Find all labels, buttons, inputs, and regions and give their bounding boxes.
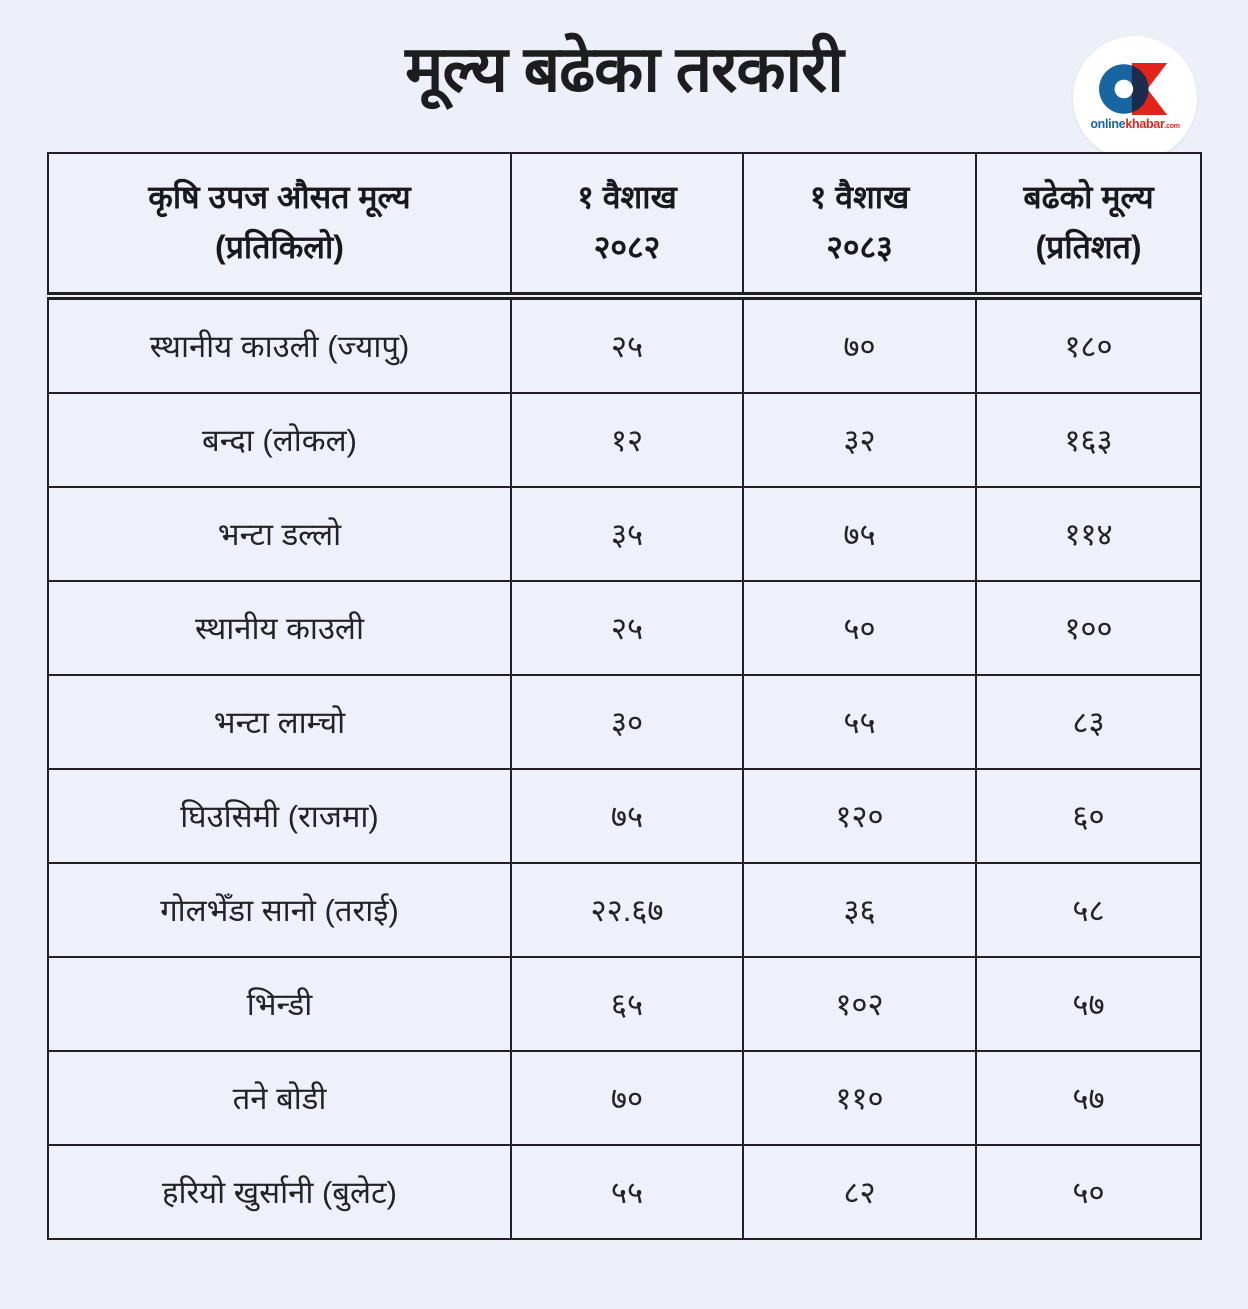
col-header-2082-line1: १ वैशाख	[577, 179, 677, 216]
cell-price-2083: ३६	[743, 863, 976, 957]
cell-price-2082: ७०	[511, 1051, 743, 1145]
onlinekhabar-logo	[1073, 36, 1197, 160]
table-row	[48, 1145, 1201, 1239]
table-row	[48, 296, 1201, 393]
cell-price-2083: ५५	[743, 675, 976, 769]
page-title: मूल्य बढेका तरकारी	[405, 33, 843, 105]
col-header-item-line2: (प्रतिकिलो)	[215, 229, 344, 265]
logo-text-khabar: khabar	[1125, 117, 1165, 131]
table-row	[48, 393, 1201, 487]
cell-item: हरियो खुर्सानी (बुलेट)	[48, 1145, 511, 1239]
table-header	[48, 153, 1201, 296]
cell-item: घिउसिमी (राजमा)	[48, 769, 511, 863]
col-header-item-line1: कृषि उपज औसत मूल्य	[148, 179, 411, 216]
logo-wordmark	[1090, 118, 1179, 131]
col-header-2082-line2: २०८२	[593, 229, 661, 265]
table-row	[48, 581, 1201, 675]
price-table	[47, 152, 1202, 1240]
cell-item: भन्टा लाम्चो	[48, 675, 511, 769]
col-header-increase-line1: बढेको मूल्य	[1023, 179, 1154, 216]
cell-increase-pct: ५०	[976, 1145, 1201, 1239]
col-header-2082	[511, 153, 743, 296]
cell-price-2083: ३२	[743, 393, 976, 487]
cell-increase-pct: ६०	[976, 769, 1201, 863]
table-row	[48, 957, 1201, 1051]
logo-text-dotcom: .com	[1164, 123, 1180, 130]
cell-price-2082: ३५	[511, 487, 743, 581]
cell-increase-pct: ५८	[976, 863, 1201, 957]
header	[0, 0, 1248, 152]
cell-price-2083: ७५	[743, 487, 976, 581]
cell-price-2083: १०२	[743, 957, 976, 1051]
cell-increase-pct: १८०	[976, 296, 1201, 393]
table-row	[48, 769, 1201, 863]
cell-increase-pct: ८३	[976, 675, 1201, 769]
table-row	[48, 863, 1201, 957]
cell-price-2083: ८२	[743, 1145, 976, 1239]
logo-text-online: online	[1090, 117, 1126, 131]
table-row	[48, 1051, 1201, 1145]
cell-item: स्थानीय काउली (ज्यापु)	[48, 296, 511, 393]
cell-price-2082: २२.६७	[511, 863, 743, 957]
cell-price-2082: ६५	[511, 957, 743, 1051]
col-header-2083	[743, 153, 976, 296]
cell-item: भन्टा डल्लो	[48, 487, 511, 581]
col-header-increase-line2: (प्रतिशत)	[1035, 229, 1142, 265]
logo-o-hole	[1115, 80, 1134, 99]
cell-item: भिन्डी	[48, 957, 511, 1051]
cell-price-2083: ११०	[743, 1051, 976, 1145]
cell-price-2082: २५	[511, 581, 743, 675]
cell-price-2083: १२०	[743, 769, 976, 863]
col-header-2083-line2: २०८३	[826, 229, 893, 265]
cell-increase-pct: १६३	[976, 393, 1201, 487]
ok-logo-icon	[1091, 58, 1179, 120]
col-header-2083-line1: १ वैशाख	[809, 179, 910, 216]
cell-item: गोलभेँडा सानो (तराई)	[48, 863, 511, 957]
cell-price-2082: २५	[511, 296, 743, 393]
cell-increase-pct: ११४	[976, 487, 1201, 581]
cell-price-2082: १२	[511, 393, 743, 487]
cell-item: स्थानीय काउली	[48, 581, 511, 675]
col-header-increase	[976, 153, 1201, 296]
cell-price-2083: ५०	[743, 581, 976, 675]
cell-item: बन्दा (लोकल)	[48, 393, 511, 487]
cell-item: तने बोडी	[48, 1051, 511, 1145]
header-row	[48, 153, 1201, 296]
table-body	[48, 296, 1201, 1239]
table-row	[48, 675, 1201, 769]
col-header-item	[48, 153, 511, 296]
cell-increase-pct: ५७	[976, 957, 1201, 1051]
cell-increase-pct: ५७	[976, 1051, 1201, 1145]
cell-price-2082: ३०	[511, 675, 743, 769]
cell-increase-pct: १००	[976, 581, 1201, 675]
cell-price-2082: ७५	[511, 769, 743, 863]
cell-price-2082: ५५	[511, 1145, 743, 1239]
table-row	[48, 487, 1201, 581]
cell-price-2083: ७०	[743, 296, 976, 393]
